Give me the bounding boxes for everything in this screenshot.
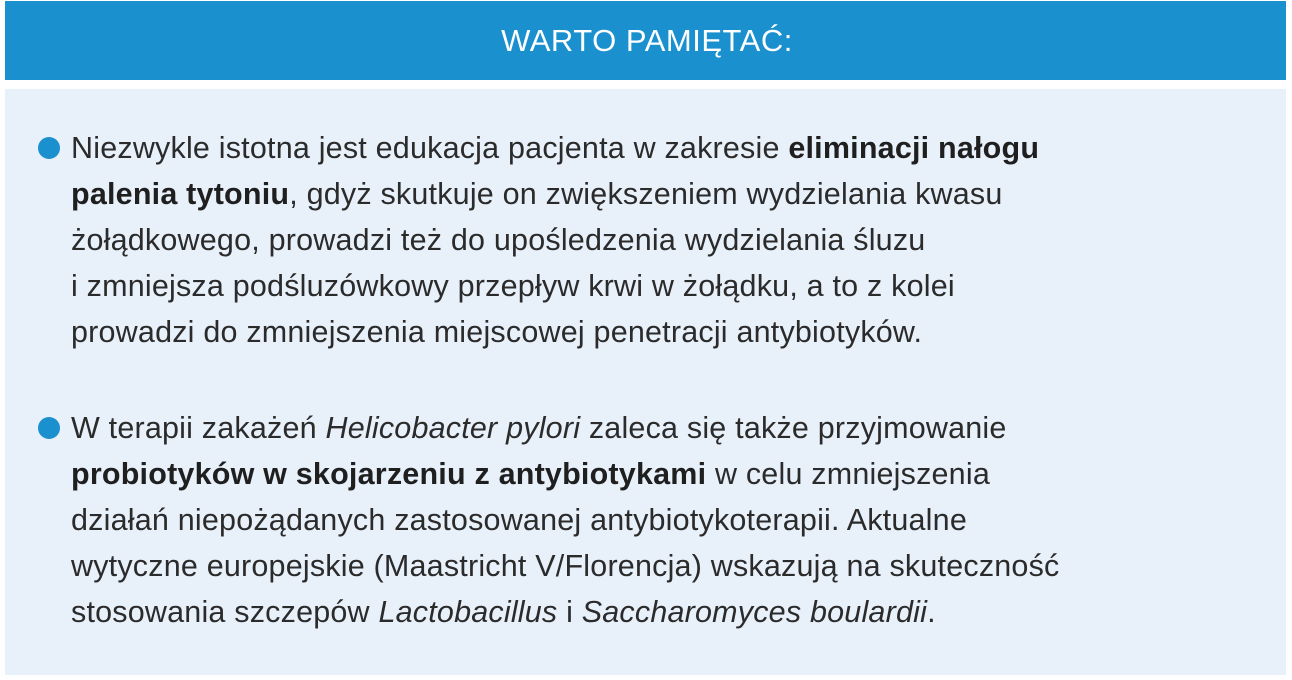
text-segment: W terapii zakażeń <box>71 411 326 445</box>
header-banner <box>5 1 1286 80</box>
text-line: działań niepożądanych zastosowanej antybiotykoterapii. Aktualne <box>71 503 967 537</box>
text-line <box>71 589 1271 635</box>
text-line <box>71 405 1271 451</box>
text-segment: Niezwykle istotna jest edukacja pacjenta w zakresie <box>71 131 789 165</box>
text-line <box>71 125 1271 171</box>
text-line: żołądkowego, prowadzi też do upośledzenia wydzielania śluzu <box>71 223 926 257</box>
text-segment: stosowania szczepów <box>71 595 379 629</box>
bullet-dot-icon <box>38 417 60 439</box>
text-line: wytyczne europejskie (Maastricht V/Florencja) wskazują na skuteczność <box>71 549 1060 583</box>
text-segment: w celu zmniejszenia <box>706 457 990 491</box>
text-segment: . <box>927 595 936 629</box>
emphasis-text: probiotyków w skojarzeniu z antybiotykami <box>71 457 707 491</box>
text-line <box>71 451 1271 497</box>
header-title: WARTO PAMIĘTAĆ: <box>501 22 793 58</box>
text-line: prowadzi do zmniejszenia miejscowej penetracji antybiotyków. <box>71 315 923 349</box>
species-name: Saccharomyces boulardii <box>581 595 928 629</box>
emphasis-text: eliminacji nałogu <box>788 131 1040 165</box>
species-name: Helicobacter pylori <box>325 411 581 445</box>
bullet-dot-icon <box>38 137 60 159</box>
text-segment: i <box>557 595 582 629</box>
info-panel <box>5 89 1286 675</box>
text-line <box>71 171 1271 217</box>
text-segment: zaleca się także przyjmowanie <box>580 411 1007 445</box>
list-item <box>71 405 1271 635</box>
text-line: i zmniejsza podśluzówkowy przepływ krwi w żołądku, a to z kolei <box>71 269 955 303</box>
species-name: Lactobacillus <box>378 595 558 629</box>
emphasis-text: palenia tytoniu <box>71 177 290 211</box>
text-segment: , gdyż skutkuje on zwiększeniem wydzielania kwasu <box>289 177 1003 211</box>
list-item <box>71 125 1271 355</box>
